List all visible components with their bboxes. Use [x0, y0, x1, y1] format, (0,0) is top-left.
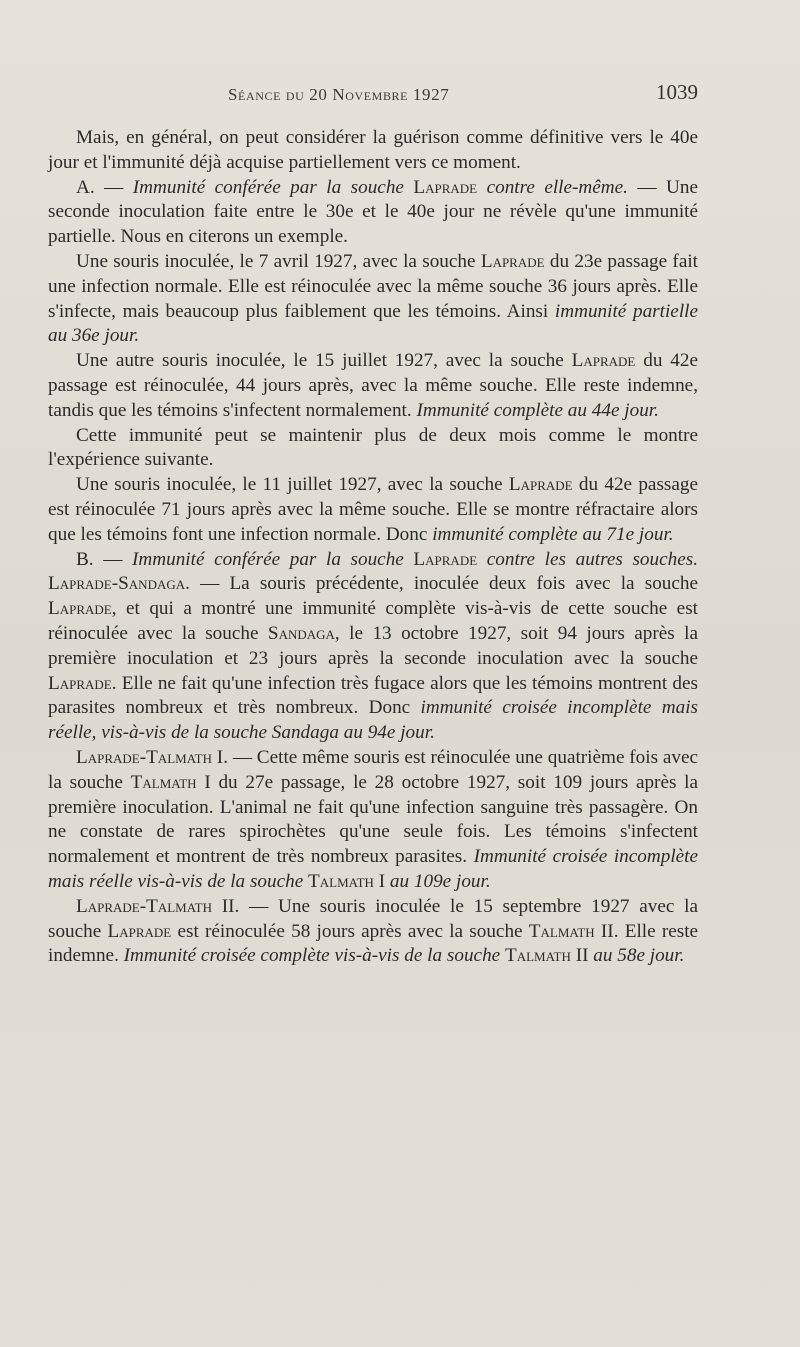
- body-text: [48, 126, 698, 969]
- running-head: Séance du 20 Novembre 1927: [228, 85, 450, 104]
- paragraph-talmath-1: Laprade-Talmath I. — Cette même souris est réinoculée une quatrième fois avec la souche Talmath I du 27e passage, le 28 octobre 1927, soit 109 jours après la première inoculation. L'animal ne fait qu'une infection sanguine très passagère. On ne constate de rares spirochètes qu'une seule fois. Les témoins s'infectent normalement et montrent de très nombreux parasites. Immunité croisée incomplète mais réelle vis-à-vis de la souche Talmath I au 109e jour.: [48, 746, 699, 892]
- page-header: [48, 80, 698, 114]
- paragraph-intro: Mais, en général, on peut considérer la guérison comme définitive vers le 40e jour et l'immunité déjà acquise partiellement vers ce moment.: [48, 127, 698, 173]
- section-b: B. — Immunité conférée par la souche Laprade contre les autres souches. Laprade-Sandaga. — La souris précédente, inoculée deux fois avec la souche Laprade, et qui a montré une immunité complète vis-à-vis de cette souche est réinoculée avec la souche Sandaga, le 13 octobre 1927, soit 94 jours après la première inoculation et 23 jours après la seconde inoculation avec la souche Laprade. Elle ne fait qu'une infection très fugace alors que les témoins montrent des parasites nombreux et très nombreux. Donc immunité croisée incomplète mais réelle, vis-à-vis de la souche Sandaga au 94e jour.: [48, 548, 699, 744]
- paragraph-experiment-1: Une souris inoculée, le 7 avril 1927, avec la souche Laprade du 23e passage fait une infection normale. Elle est réinoculée avec la même souche 36 jours après. Elle s'infecte, mais beaucoup plus faiblement que les témoins. Ainsi immunité partielle au 36e jour.: [48, 250, 699, 347]
- paragraph-experiment-2: Une autre souris inoculée, le 15 juillet 1927, avec la souche Laprade du 42e passage est réinoculée, 44 jours après, avec la même souche. Elle reste indemne, tandis que les témoins s'infectent normalement. Immunité complète au 44e jour.: [48, 350, 698, 421]
- page-number: 1039: [656, 80, 698, 104]
- paragraph-experiment-3: Une souris inoculée, le 11 juillet 1927, avec la souche Laprade du 42e passage est réinoculée 71 jours après avec la même souche. Elle se montre réfractaire alors que les témoins font une infection normale. Donc immunité complète au 71e jour.: [48, 474, 699, 545]
- section-a: A. — Immunité conférée par la souche Laprade contre elle-même. — Une seconde inoculation faite entre le 30e et le 40e jour ne révèle qu'une immunité partielle. Nous en citerons un exemple.: [48, 176, 699, 248]
- paragraph-transition: Cette immunité peut se maintenir plus de deux mois comme le montre l'expérience suivante.: [48, 424, 698, 471]
- paragraph-talmath-2: Laprade-Talmath II. — Une souris inoculée le 15 septembre 1927 avec la souche Laprade est réinoculée 58 jours après avec la souche Talmath II. Elle reste indemne. Immunité croisée complète vis-à-vis de la souche Talmath II au 58e jour.: [48, 895, 699, 967]
